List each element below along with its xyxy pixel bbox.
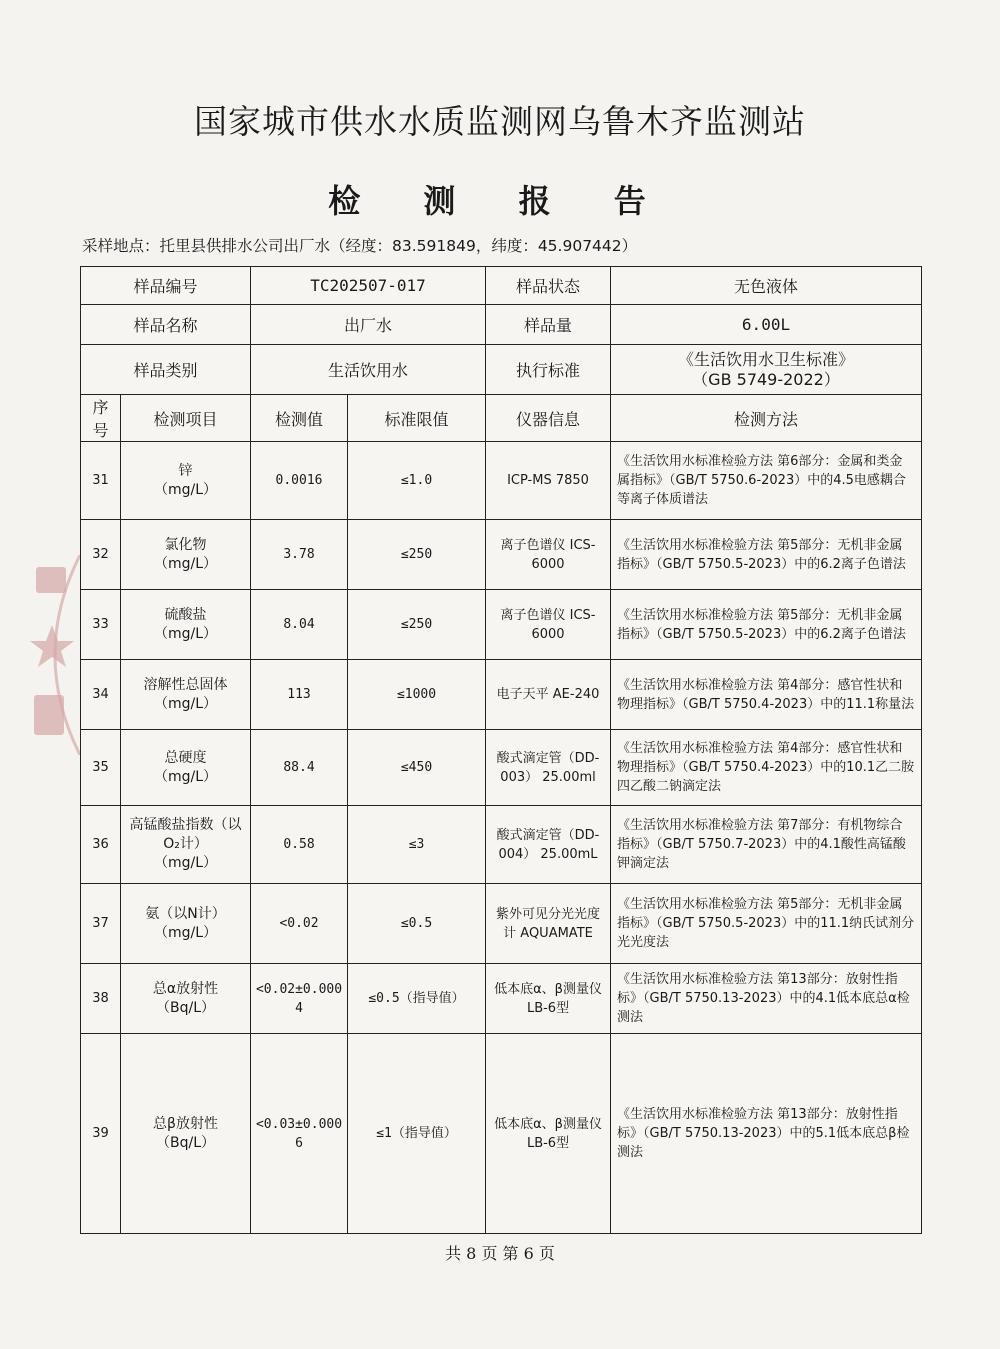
table-row — [81, 1034, 922, 1234]
row-instrument: 电子天平 AE-240 — [486, 660, 611, 730]
report-table — [80, 266, 922, 1234]
row-limit: ≤0.5 — [348, 884, 486, 964]
item-unit: （mg/L） — [153, 924, 218, 941]
row-instrument: ICP-MS 7850 — [486, 442, 611, 520]
sample-name-value: 出厂水 — [251, 305, 486, 345]
item-name: 总硬度 — [164, 749, 207, 766]
row-no: 31 — [81, 442, 121, 520]
row-limit: ≤250 — [348, 590, 486, 660]
row-limit: ≤3 — [348, 806, 486, 884]
page-number-footer: 共 8 页 第 6 页 — [445, 1244, 555, 1263]
row-value: 0.0016 — [251, 442, 348, 520]
header-item: 检测项目 — [121, 395, 251, 442]
org-title: 国家城市供水水质监测网乌鲁木齐监测站 — [194, 102, 806, 141]
row-no: 39 — [81, 1034, 121, 1234]
row-method: 《生活饮用水标准检验方法 第4部分：感官性状和物理指标》（GB/T 5750.4-2023）中的11.1称量法 — [611, 660, 922, 730]
info-row-sample-name — [81, 305, 922, 345]
column-header-row — [81, 395, 922, 442]
table-row — [81, 884, 922, 964]
row-value: 3.78 — [251, 520, 348, 590]
item-name: 氨（以N计） — [145, 905, 226, 922]
item-name: 溶解性总固体 — [143, 676, 228, 693]
row-instrument: 酸式滴定管（DD-003） 25.00ml — [486, 730, 611, 806]
row-method: 《生活饮用水标准检验方法 第5部分：无机非金属指标》（GB/T 5750.5-2023）中的6.2离子色谱法 — [611, 590, 922, 660]
row-value: 88.4 — [251, 730, 348, 806]
item-name: 高锰酸盐指数（以O₂计） — [129, 817, 242, 852]
row-method: 《生活饮用水标准检验方法 第7部分：有机物综合指标》（GB/T 5750.7-2023）中的4.1酸性高锰酸钾滴定法 — [611, 806, 922, 884]
row-limit: ≤0.5（指导值） — [348, 964, 486, 1034]
row-instrument: 酸式滴定管（DD-004） 25.00mL — [486, 806, 611, 884]
row-method: 《生活饮用水标准检验方法 第5部分：无机非金属指标》（GB/T 5750.5-2023）中的6.2离子色谱法 — [611, 520, 922, 590]
item-name: 硫酸盐 — [164, 606, 207, 623]
row-value: 0.58 — [251, 806, 348, 884]
standard-value — [611, 345, 922, 395]
row-limit: ≤250 — [348, 520, 486, 590]
item-name: 氯化物 — [164, 536, 207, 553]
table-row — [81, 520, 922, 590]
table-row — [81, 590, 922, 660]
row-instrument: 低本底α、β测量仪 LB-6型 — [486, 964, 611, 1034]
item-name: 锌 — [178, 462, 193, 479]
item-unit: （Bq/L） — [156, 999, 216, 1016]
table-row — [81, 806, 922, 884]
row-value: 113 — [251, 660, 348, 730]
item-unit: （mg/L） — [153, 555, 218, 572]
row-instrument: 低本底α、β测量仪 LB-6型 — [486, 1034, 611, 1234]
row-limit: ≤1000 — [348, 660, 486, 730]
row-limit: ≤1（指导值） — [348, 1034, 486, 1234]
sample-no-label: 样品编号 — [81, 267, 251, 305]
row-no: 37 — [81, 884, 121, 964]
sample-state-label: 样品状态 — [486, 267, 611, 305]
row-item — [121, 964, 251, 1034]
row-item — [121, 884, 251, 964]
standard-line1: 《生活饮用水卫生标准》 — [678, 349, 855, 369]
item-unit: （mg/L） — [153, 855, 218, 871]
row-no: 36 — [81, 806, 121, 884]
header-no: 序号 — [81, 395, 121, 442]
row-value: <0.03±0.0006 — [251, 1034, 348, 1234]
row-item — [121, 590, 251, 660]
item-unit: （mg/L） — [153, 481, 218, 498]
sampling-location: 采样地点：托里县供排水公司出厂水（经度：83.591849，纬度：45.907442） — [82, 237, 638, 255]
row-item — [121, 442, 251, 520]
header-method: 检测方法 — [611, 395, 922, 442]
header-limit: 标准限值 — [348, 395, 486, 442]
row-instrument: 紫外可见分光光度计 AQUAMATE — [486, 884, 611, 964]
item-name: 总β放射性 — [153, 1115, 218, 1132]
item-unit: （mg/L） — [153, 625, 218, 642]
row-no: 32 — [81, 520, 121, 590]
sample-no-value: TC202507-017 — [251, 267, 486, 305]
table-row — [81, 660, 922, 730]
header-instrument: 仪器信息 — [486, 395, 611, 442]
row-item — [121, 520, 251, 590]
partial-seal-stamp — [22, 555, 80, 755]
table-row — [81, 442, 922, 520]
row-value: <0.02 — [251, 884, 348, 964]
item-name: 总α放射性 — [152, 980, 219, 997]
row-method: 《生活饮用水标准检验方法 第6部分：金属和类金属指标》（GB/T 5750.6-2023）中的4.5电感耦合等离子体质谱法 — [611, 442, 922, 520]
standard-line2: （GB 5749-2022） — [692, 369, 840, 389]
sample-type-label: 样品类别 — [81, 345, 251, 395]
standard-label: 执行标准 — [486, 345, 611, 395]
row-method: 《生活饮用水标准检验方法 第4部分：感官性状和物理指标》（GB/T 5750.4-2023）中的10.1乙二胺四乙酸二钠滴定法 — [611, 730, 922, 806]
row-item — [121, 660, 251, 730]
row-no: 34 — [81, 660, 121, 730]
row-item — [121, 730, 251, 806]
sample-qty-label: 样品量 — [486, 305, 611, 345]
row-item — [121, 806, 251, 884]
header-value: 检测值 — [251, 395, 348, 442]
row-no: 33 — [81, 590, 121, 660]
item-unit: （mg/L） — [153, 695, 218, 712]
sample-name-label: 样品名称 — [81, 305, 251, 345]
row-no: 35 — [81, 730, 121, 806]
row-item — [121, 1034, 251, 1234]
row-instrument: 离子色谱仪 ICS-6000 — [486, 590, 611, 660]
row-value: 8.04 — [251, 590, 348, 660]
row-method: 《生活饮用水标准检验方法 第13部分：放射性指标》（GB/T 5750.13-2023）中的4.1低本底总α检测法 — [611, 964, 922, 1034]
sample-type-value: 生活饮用水 — [251, 345, 486, 395]
sample-qty-value: 6.00L — [611, 305, 922, 345]
info-row-sample-no — [81, 267, 922, 305]
report-title: 检 测 报 告 — [328, 182, 672, 220]
table-row — [81, 730, 922, 806]
row-method: 《生活饮用水标准检验方法 第5部分：无机非金属指标》（GB/T 5750.5-2023）中的11.1纳氏试剂分光光度法 — [611, 884, 922, 964]
table-row — [81, 964, 922, 1034]
info-row-sample-type — [81, 345, 922, 395]
row-method: 《生活饮用水标准检验方法 第13部分：放射性指标》（GB/T 5750.13-2023）中的5.1低本底总β检测法 — [611, 1034, 922, 1234]
row-limit: ≤450 — [348, 730, 486, 806]
row-value: <0.02±0.0004 — [251, 964, 348, 1034]
item-unit: （mg/L） — [153, 768, 218, 785]
row-no: 38 — [81, 964, 121, 1034]
row-instrument: 离子色谱仪 ICS-6000 — [486, 520, 611, 590]
sample-state-value: 无色液体 — [611, 267, 922, 305]
item-unit: （Bq/L） — [156, 1134, 216, 1151]
row-limit: ≤1.0 — [348, 442, 486, 520]
